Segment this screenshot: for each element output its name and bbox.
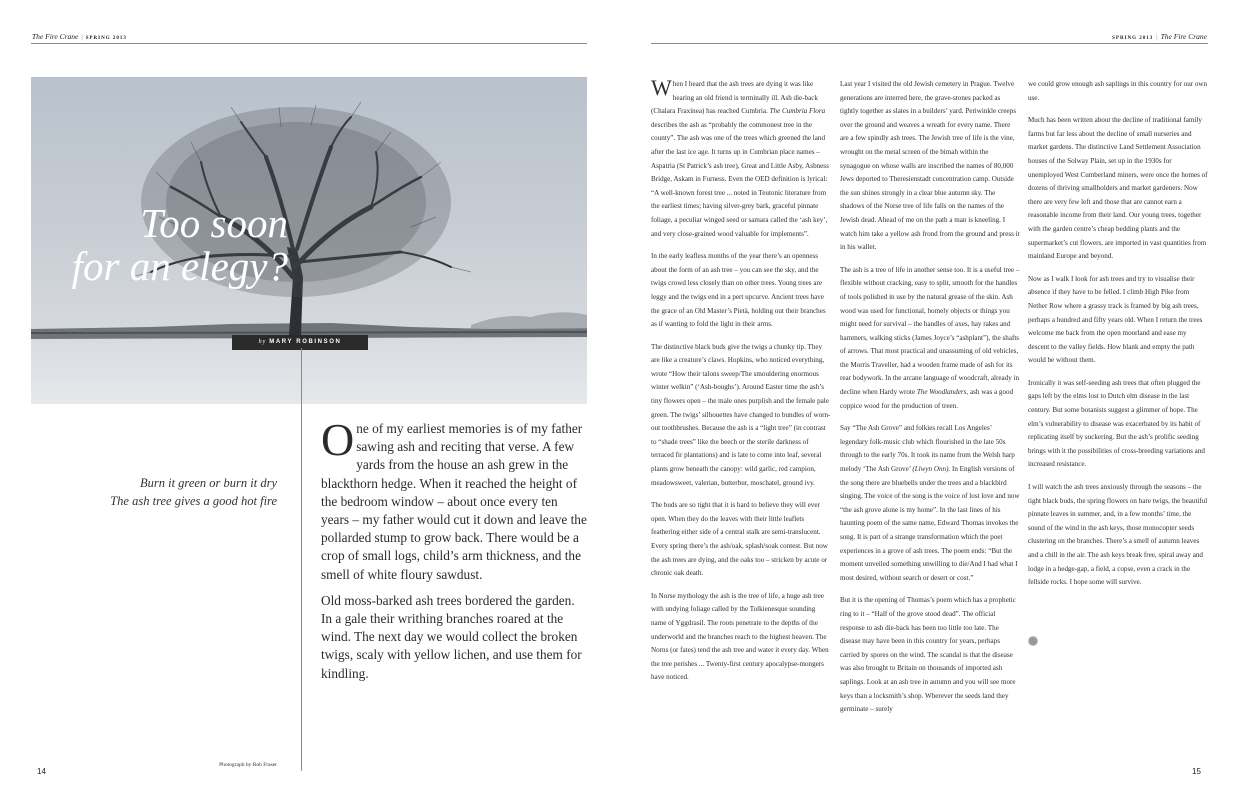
byline-by: by [258,339,267,345]
header-rule-right [651,43,1208,44]
epigraph-line-2: The ash tree gives a good hot fire [110,494,277,508]
vertical-divider [301,348,302,771]
col3-paragraph-2: Much has been written about the decline of traditional family farms but far less about the decline of small nurseries and market gardens. The distinctive Land Settlement Association houses of the Solway Plain, set up in the 1930s for unemployed West Cumberland miners, were once the homes of dozens of thriving smallholders and market gardeners. Now there are very few left and those that are cannot earn a reasonable income from their land. Our young trees, together with the garden centre’s cheap bedding plants and the supermarket’s cut flowers, are imported in vast quantities from mainland Europe and beyond. [1028,116,1208,261]
col1-paragraph-4: The buds are so tight that it is hard to believe they will ever open. When they do the leaves with their little leaflets feathering either side of a central stalk are semi-translucent. Every spring there’s the ash/oak, splash/soak contest. But now the ash trees are dying, and the oaks too – stricken by acute or chronic oak death. [651,501,828,578]
running-head-left: The Fire Crane | SPRING 2013 [32,32,127,41]
snowy-ash-tree-photo [31,77,587,404]
end-mark-icon [1028,636,1038,646]
col1-paragraph-1 [651,78,831,241]
text-column-1 [651,78,831,758]
col3-paragraph-1: we could grow enough ash saplings in this country for our own use. [1028,80,1208,102]
page-number-right: 15 [1192,767,1201,776]
epigraph [40,474,277,510]
header-rule-left [31,43,587,44]
col2-p2-text-b: ash was a good coppice wood for the production of treen. [840,388,1014,410]
col1-p1-text-b: describes the ash as “probably the commonest tree in the county”. The ash was one of the trees which greened the land after the last ice age. It turns up in Cumbrian place names – Aspatria (St Patrick’s ash tree), Great and Little Asby, Asbness Bridge, Askam in Furness. Even the OED definition is lyrical: “A well-known forest tree ... noted in Teutonic literature from the earliest times; having silver-grey bark, graceful pinnate foliage, a peculiar winged seed or samara called the ‘ash key’, and very close-grained wood valuable for implements”. [651,120,829,238]
text-column-3 [1028,78,1208,618]
col1-p1-italic: The Cumbria Flora [769,107,826,116]
title-line-2: for an elegy? [71,243,288,289]
title-line-1: Too soon [140,200,288,246]
col2-paragraph-4: But it is the opening of Thomas’s poem which has a prophetic ring to it – “Half of the grove stood dead”. The official response to ash die-back has been too little too late. The disease may have been in this country for years, perhaps carried by spores on the wind. The scandal is that the disease was also brought to Britain on thousands of imported ash saplings. Look at an ash tree in autumn and you will see more keys than a locksmith’s shop. Wherever the seeds land they germinate – surely [840,596,1016,714]
intro-text [321,414,588,691]
col2-p3-italic: (Llwyn Onn). [912,465,951,474]
col2-p2-text-a: The ash is a tree of life in another sense too. It is a useful tree – flexible without cracking, easy to split, smooth for the handles of tools polished in use by the natural grease of the skin. Ash wood was used for functional, homely objects or things you might need for survival – the handles of axes, hay rakes and hammers, walking sticks (James Joyce’s “ashplant”), the shafts of arrows. That most practical and unassuming of old vehicles, the Morris Traveller, had a wooden frame made of ash for its rear bodywork. In the arcane language of woodcraft, already in decline when Hardy wrote [840,265,1020,397]
col2-p3-text-b: In English versions of the song there are bluebells under the trees and a blackbird singing. The voice of the song is the voice of lost love and now “the ash grove alone is my home”. In the last lines of his haunting poem of the same name, Edward Thomas invokes the song. It is part of a strange transformation which the poet experiences in a grove of ash trees. The poem ends: “But the moment unveiled something unwilling to die/And I had what I most desired, without search or desert or cost.” [840,465,1020,582]
issue-label: SPRING 2013 [1112,36,1154,41]
col1-p1-text-a: hen I heard that the ash trees are dying it was like hearing an old friend is terminally ill. Ash die-back (Chalara Fraxinea) has reached Cumbria. [651,80,818,116]
intro-paragraph-2: Old moss-barked ash trees bordered the garden. In a gale their writhing branches roared at the wind. The next day we would collect the broken twigs, scaly with yellow lichen, and use them for kindling. [321,592,582,681]
col2-paragraph-2 [840,264,1020,414]
running-head-right: SPRING 2013 | The Fire Crane [1112,32,1207,41]
magazine-name: The Fire Crane [1160,32,1207,41]
drop-cap: W [651,78,672,100]
col3-paragraph-3: Now as I walk I look for ash trees and try to visualise their absence if they have to be felled. I climb High Pike from Nether Row where a grassy track is framed by big ash trees, perhaps a hundred and fifty years old. When I return the trees welcome me back from the open moorland and ease my descent to the valley fields. How blank and empty the path would be without them. [1028,274,1203,365]
col2-paragraph-3 [840,422,1020,585]
col1-paragraph-5: In Norse mythology the ash is the tree of life, a huge ash tree with undying foliage called by the Tolkienesque sounding name of Yggdrasil. The roots penetrate to the depths of the underworld and the branches reach to the highest heaven. The Norns (or fates) tend the ash tree and water it every day. When the tree perishes ... Twenty-first century apocalypse-mongers have noticed. [651,591,829,682]
intro-paragraph-1 [321,414,588,584]
col2-paragraph-1: Last year I visited the old Jewish cemetery in Prague. Twelve generations are interred here, the grave-stones packed as tightly together as slates in a builders’ yard. Periwinkle creeps over the ground and weaves a wreath for every name. There are a few spindly ash trees. The Jewish tree of life is the vine, wrought on the metal screen of the bimah within the synagogue on whose walls are inscribed the names of 80,000 Jews deported to Theresienstadt concentration camp. Outside the sun shines strongly in a clear blue autumn sky. The shadows of the Norse tree of life falls on the names of the Jewish dead. Ahead of me on the path a man is kneeling. I watch him take a yellow ash frond from the ground and press it in his wallet. [840,80,1020,252]
col2-p2-italic: The Woodlanders, [916,388,969,397]
intro-paragraph-1-text: ne of my earliest memories is of my father sawing ash and reciting that verse. A few yards from the house an ash grew in the blackthorn hedge. When it reached the height of the bedroom window – about once every ten years – my father would cut it down and leave the pollarded stump to grow back. There would be a crop of small logs, child’s arm thickness, and the smell of white floury sawdust. [321,421,587,582]
col1-paragraph-3: The distinctive black buds give the twigs a chunky tip. They are like a creature’s claws. Hopkins, who noticed everything, wrote “How their talons sweep/The smouldering enormous winter welkin” (‘Ash-boughs’). Around Easter time the ash’s tiny flowers open – the male ones purplish and the female pale green. The twigs’ silhouettes have changed to bundles of worn-out toothbrushes. Because the ash is a “light tree” (in contrast to “shade trees” like the beech or the sterile darkness of terraced fir plantations) and is late to come into leaf, several plants grow beneath the canopy: wild garlic, red campion, meadowsweet, valerian, butterbur, moschatel, ground ivy. [651,342,831,487]
magazine-name: The Fire Crane [32,32,79,41]
article-title [72,202,288,288]
col1-paragraph-2: In the early leafless months of the year there’s an openness about the form of an ash tree – you can see the sky, and the twigs crowd less closely than on other trees. Young trees are leggy and the twigs end in a pert upcurve. Ancient trees have the grace of an Old Master’s Pietà, holding out their branches as if wanting to fold the light in their arms. [651,252,826,329]
drop-cap: O [321,414,355,465]
col3-paragraph-5: I will watch the ash trees anxiously through the seasons – the tight black buds, the spring flowers on bare twigs, the beautiful pinnate leaves in summer, and, in a few months’ time, the sound of the wind in the ash keys, those monocopter seeds clustering on the branches. There’s a smell of autumn leaves and a chill in the air. The ash keys break free, spiral away and lodge in a hedge-gap, a field, a copse, even a crack in the fellside rocks. I hope some will survive. [1028,483,1208,587]
col2-p3-text-a: Say “The Ash Grove” and folkies recall Los Angeles’ legendary folk-music club which flourished in the late 50s through to the early 70s. It took its name from the Welsh harp melody ‘The Ash Grove’ [840,424,1015,474]
text-column-2 [840,78,1020,770]
issue-label: SPRING 2013 [85,36,127,41]
photo-credit: Photograph by Rob Fraser [219,762,277,768]
byline-bar [232,335,368,350]
page-number-left: 14 [37,767,46,776]
col3-paragraph-4: Ironically it was self-seeding ash trees that often plugged the gaps left by the elms lost to Dutch elm disease in the last century. But some botanists suggest a glimmer of hope. The elm’s vulnerability to disease was exacerbated by its habit of replicating itself by suckering. But the ash’s prolific seeding brings with it the possibilities of cross-breeding variations and increased resistance. [1028,378,1205,469]
epigraph-line-1: Burn it green or burn it dry [139,476,277,490]
byline-author: MARY ROBINSON [269,339,342,345]
